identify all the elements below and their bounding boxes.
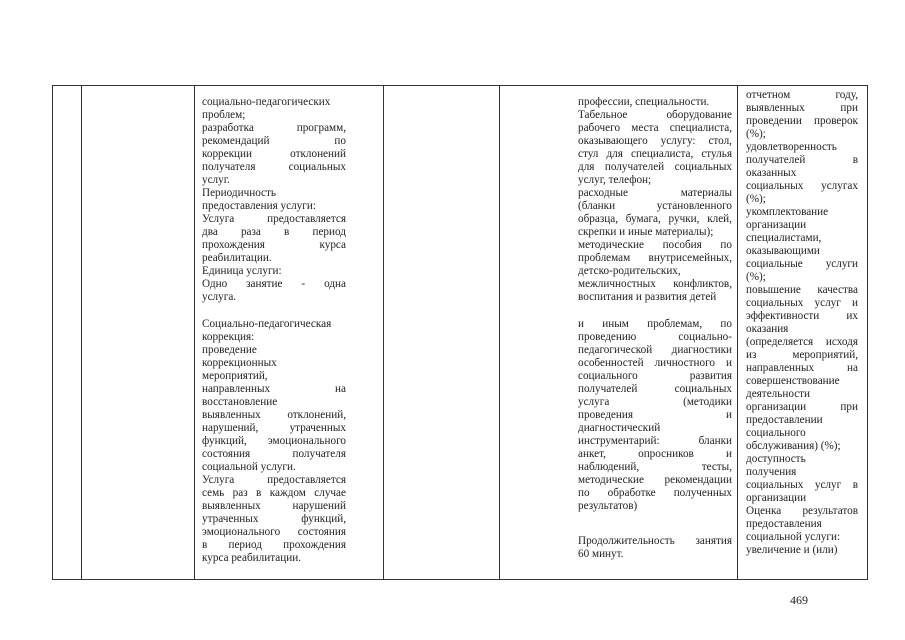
word: направленных [746, 362, 815, 374]
text-line [578, 148, 732, 161]
word: в [256, 487, 262, 499]
word: социальные [746, 258, 803, 270]
text-line [746, 154, 858, 167]
text-line: (%); [746, 193, 766, 205]
text-line: увеличение и (или) [746, 544, 838, 556]
column-divider [383, 86, 384, 579]
text-line: укомплектование [746, 206, 829, 218]
text-line: воспитания и развития детей [578, 291, 717, 303]
text-line [578, 213, 732, 226]
word: курса [319, 239, 346, 251]
cell-service-conditions [578, 86, 732, 579]
text-line [578, 135, 732, 148]
text-line [746, 258, 858, 271]
text-line: проведение [202, 344, 257, 356]
column-divider [194, 86, 195, 579]
text-line: обслуживания) (%); [746, 440, 841, 452]
word: эффективности [746, 310, 820, 322]
word: прохождения [202, 239, 265, 251]
word: раза [240, 226, 261, 238]
word: педагогической [578, 344, 653, 356]
text-line [578, 535, 732, 548]
text-line [202, 135, 346, 148]
text-line [202, 226, 346, 239]
services-table [52, 85, 868, 580]
word: оказывающего [578, 135, 648, 147]
text-line: получения [746, 466, 797, 478]
word: по [578, 487, 590, 499]
text-line: социальной услуги. [202, 461, 296, 473]
text-line: мероприятий, [202, 370, 268, 382]
word: на [847, 362, 858, 374]
word: и [726, 409, 732, 421]
word: выявленных [202, 409, 261, 421]
text-line [746, 284, 858, 297]
text-line [578, 122, 732, 135]
word: получателей [578, 383, 638, 395]
text-line: реабилитации. [202, 252, 272, 264]
text-line: оказанных [746, 167, 797, 179]
column-divider [52, 86, 53, 579]
word: и [578, 318, 584, 330]
text-line [578, 396, 732, 409]
word: получателей [604, 161, 665, 173]
text-line: курса реабилитации. [202, 552, 301, 564]
text-line: оказывающими [746, 245, 820, 257]
word: в [202, 539, 208, 551]
word: выявленных [202, 500, 261, 512]
text-line [202, 500, 346, 513]
word: стулья [701, 148, 732, 160]
text-line: 60 минут. [578, 548, 624, 560]
word: при [840, 102, 858, 114]
text-line: диагностический [578, 422, 661, 434]
word: занятие [246, 278, 283, 290]
text-line [746, 349, 858, 362]
word: Табельное [578, 109, 628, 121]
word: анкет, [578, 448, 606, 460]
word: семь [202, 487, 225, 499]
text-line: Социально-педагогическая [202, 318, 332, 330]
text-line: социального [746, 427, 806, 439]
text-line [746, 362, 858, 375]
word: Услуга [202, 474, 235, 486]
word: раз [232, 487, 248, 499]
text-line: коррекция: [202, 331, 255, 343]
word: услуг [814, 479, 842, 491]
text-line: совершенствование [746, 375, 840, 387]
text-line [746, 479, 858, 492]
word: Оценка [746, 505, 782, 517]
word: занятия [695, 535, 732, 547]
text-line [202, 148, 346, 161]
word: исходя [825, 336, 858, 348]
text-line [746, 336, 858, 349]
text-line [578, 409, 732, 422]
text-line [202, 487, 346, 500]
word: на [335, 383, 346, 395]
word: эмоционального [267, 435, 346, 447]
word: период [228, 539, 262, 551]
text-line [746, 505, 858, 518]
text-line: профессии, специальности. [578, 96, 710, 108]
text-line [202, 448, 346, 461]
text-line [578, 357, 732, 370]
word: (бланки [578, 200, 616, 212]
text-line [578, 344, 732, 357]
word: специалиста, [630, 148, 694, 160]
word: при [840, 401, 858, 413]
word: рекомендаций [202, 135, 270, 147]
text-line [202, 239, 346, 252]
word: функций, [301, 513, 346, 525]
text-line: предоставлении [746, 414, 823, 426]
text-line [202, 278, 346, 291]
word: качества [817, 284, 858, 296]
text-line: Периодичность [202, 187, 277, 199]
word: два [202, 226, 218, 238]
word: и [726, 448, 732, 460]
word: проверок [814, 115, 858, 127]
word: нарушений [292, 500, 346, 512]
word: получателя [202, 161, 256, 173]
text-line [746, 310, 858, 323]
word: социального [578, 370, 638, 382]
word: социальных [746, 479, 804, 491]
text-line: предоставления услуги: [202, 200, 316, 212]
word: методические [578, 474, 644, 486]
word: организации [746, 401, 807, 413]
text-line: специалистами, [746, 232, 822, 244]
text-line: доступность [746, 453, 806, 465]
text-line [578, 461, 732, 474]
text-line [202, 435, 346, 448]
word: услугу: [660, 135, 696, 147]
word: полученных [673, 487, 732, 499]
word: социальных [746, 297, 804, 309]
page-number: 469 [790, 593, 808, 607]
word: наблюдений, [578, 461, 640, 473]
text-line: услуг. [202, 174, 230, 186]
word: места [631, 122, 659, 134]
text-line [578, 278, 732, 291]
word: утраченных [289, 422, 346, 434]
word: опросников [638, 448, 694, 460]
word: социальных [674, 161, 732, 173]
word: тесты, [701, 461, 732, 473]
text-line [202, 539, 346, 552]
word: рабочего [578, 122, 621, 134]
word: году, [835, 89, 858, 101]
word: по [720, 239, 732, 251]
word: диагностики [671, 344, 732, 356]
word: в [284, 226, 290, 238]
word: стул [578, 148, 599, 160]
word: мероприятий, [792, 349, 858, 361]
paragraph-gap [578, 513, 732, 535]
text-line [578, 161, 732, 174]
word: получателей [746, 154, 806, 166]
text-line: деятельности [746, 388, 811, 400]
text-line [746, 89, 858, 102]
word: эмоционального [202, 526, 281, 538]
text-line [578, 318, 732, 331]
text-line [202, 213, 346, 226]
text-line: услуга. [202, 291, 237, 303]
paragraph-gap [202, 304, 346, 318]
text-line [202, 409, 346, 422]
text-line [746, 115, 858, 128]
text-line [578, 252, 732, 265]
word: разработка [202, 122, 254, 134]
text-line [578, 109, 732, 122]
word: клей, [707, 213, 732, 225]
text-line [578, 200, 732, 213]
word: их [846, 310, 858, 322]
word: стол, [708, 135, 732, 147]
word: (определяется [746, 336, 814, 348]
text-line [578, 187, 732, 200]
word: социальных [288, 161, 346, 173]
word: социально- [678, 331, 732, 343]
word: ручки, [668, 213, 700, 225]
word: пособия [662, 239, 702, 251]
word: проведения [578, 409, 633, 421]
text-line [202, 383, 346, 396]
word: расходные [578, 187, 628, 199]
word: по [334, 135, 346, 147]
text-line [578, 448, 732, 461]
word: предоставляется [267, 474, 346, 486]
text-line: социально-педагогических [202, 96, 331, 108]
word: отклонений, [287, 409, 346, 421]
word: в [852, 154, 858, 166]
text-line [202, 474, 346, 487]
text-line: организации [746, 219, 807, 231]
text-line: социальной услуги: [746, 531, 841, 543]
text-line [746, 297, 858, 310]
word: и [852, 297, 858, 309]
word: результатов [802, 505, 858, 517]
word: установленного [656, 200, 732, 212]
text-line [578, 383, 732, 396]
word: Продолжительность [578, 535, 675, 547]
text-line [202, 422, 346, 435]
word: - [301, 278, 306, 290]
word: отчетном [746, 89, 791, 101]
text-line [202, 526, 346, 539]
word: (методики [683, 396, 732, 408]
cell-service-description [202, 86, 346, 579]
word: конфликтов, [673, 278, 732, 290]
word: состояния [297, 526, 346, 538]
text-line [578, 370, 732, 383]
word: особенностей [578, 357, 644, 369]
text-line: предоставления [746, 518, 822, 530]
word: инструментарий: [578, 435, 660, 447]
word: коррекции [202, 148, 253, 160]
word: специалиста, [669, 122, 732, 134]
word: социальных [674, 383, 732, 395]
word: предоставляется [267, 213, 346, 225]
word: для [578, 161, 595, 173]
text-line: оказания [746, 323, 789, 335]
text-line: результатов) [578, 500, 638, 512]
word: функций, [202, 435, 247, 447]
word: проведении [746, 115, 802, 127]
cell-quality-indicators [746, 86, 858, 579]
word: прохождения [283, 539, 346, 551]
text-line [202, 513, 346, 526]
word: из [746, 349, 757, 361]
word: социальных [746, 180, 804, 192]
text-line: проблем; [202, 109, 246, 121]
word: методические [578, 239, 644, 251]
text-line [578, 239, 732, 252]
text-line [578, 487, 732, 500]
word: получателя [292, 448, 346, 460]
word: и [725, 357, 732, 369]
text-line [746, 401, 858, 414]
text-line [578, 474, 732, 487]
text-line: коррекционных [202, 357, 277, 369]
word: Услуга [202, 213, 235, 225]
text-line [746, 102, 858, 115]
word: услугах [821, 180, 858, 192]
text-line: удовлетворенность [746, 141, 837, 153]
word: для [606, 148, 623, 160]
word: нарушений, [202, 422, 259, 434]
word: проблемам [578, 252, 631, 264]
word: случае [314, 487, 346, 499]
word: направленных [202, 383, 271, 395]
word: программ, [296, 122, 346, 134]
word: рекомендации [664, 474, 732, 486]
word: обработке [607, 487, 656, 499]
word: развития [689, 370, 732, 382]
text-line [578, 435, 732, 448]
word: Одно [202, 278, 228, 290]
word: оборудование [666, 109, 732, 121]
text-line: Единица услуги: [202, 265, 282, 277]
column-divider [499, 86, 500, 579]
word: личностного [654, 357, 715, 369]
text-line [746, 180, 858, 193]
word: проведению [578, 331, 637, 343]
word: одна [324, 278, 346, 290]
text-line [202, 122, 346, 135]
text-line [202, 161, 346, 174]
word: услуг [814, 297, 841, 309]
word: в [852, 479, 858, 491]
word: период [312, 226, 346, 238]
word: образца, [578, 213, 619, 225]
column-divider [737, 86, 738, 579]
word: состояния [202, 448, 251, 460]
text-line: (%); [746, 128, 766, 140]
text-line: услуг, телефон; [578, 174, 652, 186]
word: по [720, 318, 732, 330]
paragraph-gap [578, 304, 732, 318]
word: бланки [698, 435, 732, 447]
word: услуги [825, 258, 858, 270]
column-divider [81, 86, 82, 579]
text-line [578, 331, 732, 344]
word: иным [602, 318, 629, 330]
text-line: организации [746, 492, 807, 504]
word: утраченных [202, 513, 259, 525]
word: межличностных [578, 278, 656, 290]
word: услуга [578, 396, 610, 408]
text-line: восстановление [202, 396, 278, 408]
word: материалы [680, 187, 732, 199]
text-line: детско-родительских, [578, 265, 681, 277]
word: проблемам, [647, 318, 703, 330]
word: отклонений [290, 148, 346, 160]
text-line: (%); [746, 271, 766, 283]
word: внутрисемейных, [648, 252, 732, 264]
word: выявленных [746, 102, 805, 114]
word: каждом [269, 487, 306, 499]
column-divider [867, 86, 868, 579]
word: повышение [746, 284, 801, 296]
word: бумага, [625, 213, 661, 225]
text-line: скрепки и иные материалы); [578, 226, 714, 238]
